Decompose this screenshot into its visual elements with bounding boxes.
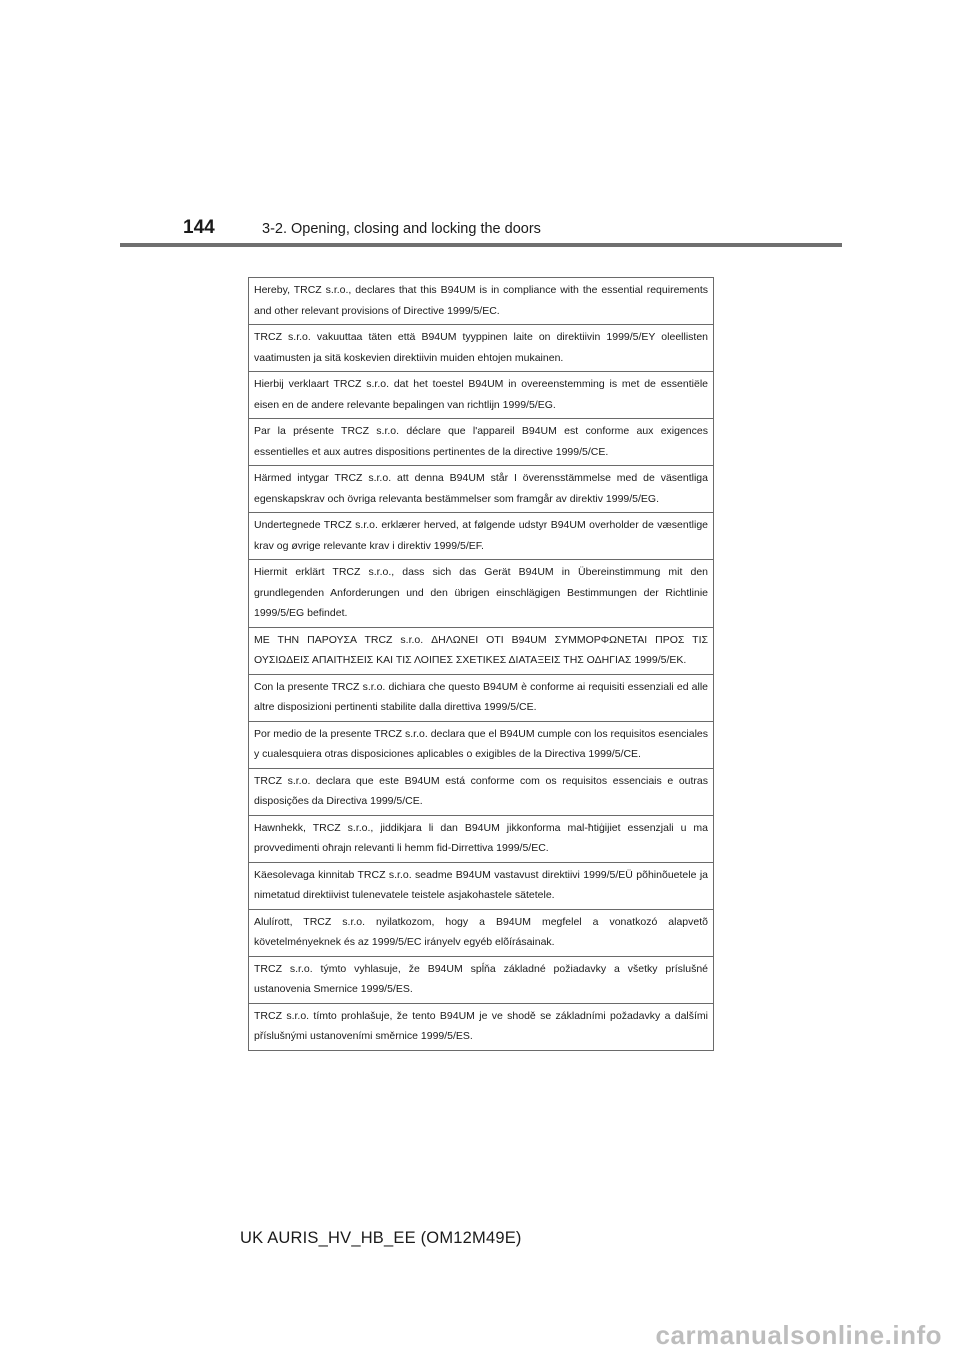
header-rule	[120, 243, 842, 247]
declaration-text-finnish: TRCZ s.r.o. vakuuttaa täten että B94UM tyyppinen laite on direktiivin 1999/5/EY oleellisten vaatimusten ja sitä koskevien direktiivin muiden ehtojen mukainen.	[249, 325, 714, 372]
declaration-text-french: Par la présente TRCZ s.r.o. déclare que l'appareil B94UM est conforme aux exigences essentielles et aux autres dispositions pertinentes de la directive 1999/5/CE.	[249, 419, 714, 466]
table-row	[249, 956, 714, 1003]
table-row	[249, 325, 714, 372]
table-row	[249, 627, 714, 674]
footer-document-code: UK AURIS_HV_HB_EE (OM12M49E)	[240, 1229, 522, 1247]
declaration-text-portuguese: TRCZ s.r.o. declara que este B94UM está conforme com os requisitos essenciais e outras disposições da Directiva 1999/5/CE.	[249, 768, 714, 815]
table-row	[249, 721, 714, 768]
table-row	[249, 909, 714, 956]
table-row	[249, 513, 714, 560]
declaration-text-greek: ΜΕ ΤΗΝ ΠΑΡΟΥΣΑ TRCZ s.r.o. ΔΗΛΩΝΕΙ ΟΤΙ B94UM ΣΥΜΜΟΡΦΩΝΕΤΑΙ ΠΡΟΣ ΤΙΣ ΟΥΣΙΩΔΕΙΣ ΑΠΑΙΤΗΣΕΙΣ ΚΑΙ ΤΙΣ ΛΟΙΠΕΣ ΣΧΕΤΙΚΕΣ ΔΙΑΤΑΞΕΙΣ ΤΗΣ ΟΔΗΓΙΑΣ 1999/5/ΕΚ.	[249, 627, 714, 674]
declaration-text-spanish: Por medio de la presente TRCZ s.r.o. declara que el B94UM cumple con los requisitos esenciales y cualesquiera otras disposiciones aplicables o exigibles de la Directiva 1999/5/CE.	[249, 721, 714, 768]
declaration-text-estonian: Käesolevaga kinnitab TRCZ s.r.o. seadme B94UM vastavust direktiivi 1999/5/EÜ põhinõuetele ja nimetatud direktiivist tulenevatele teistele asjakohastele sätetele.	[249, 862, 714, 909]
declaration-text-hungarian: Alulírott, TRCZ s.r.o. nyilatkozom, hogy a B94UM megfelel a vonatkozó alapvetõ követelményeknek és az 1999/5/EC irányelv egyéb elõírásainak.	[249, 909, 714, 956]
table-row	[249, 419, 714, 466]
table-row	[249, 1003, 714, 1050]
declaration-table	[248, 277, 714, 1051]
declaration-text-czech: TRCZ s.r.o. tímto prohlašuje, že tento B94UM je ve shodě se základními požadavky a dalšími příslušnými ustanoveními směrnice 1999/5/ES.	[249, 1003, 714, 1050]
declaration-text-german: Hiermit erklärt TRCZ s.r.o., dass sich das Gerät B94UM in Übereinstimmung mit den grundlegenden Anforderungen und den übrigen einschlägigen Bestimmungen der Richtlinie 1999/5/EG befindet.	[249, 560, 714, 628]
table-row	[249, 862, 714, 909]
table-row	[249, 278, 714, 325]
table-row	[249, 768, 714, 815]
table-row	[249, 372, 714, 419]
page-number: 144	[183, 217, 215, 238]
table-row	[249, 560, 714, 628]
declaration-text-swedish: Härmed intygar TRCZ s.r.o. att denna B94UM står I överensstämmelse med de väsentliga egenskapskrav och övriga relevanta bestämmelser som framgår av direktiv 1999/5/EG.	[249, 466, 714, 513]
declaration-text-danish: Undertegnede TRCZ s.r.o. erklærer herved, at følgende udstyr B94UM overholder de væsentlige krav og øvrige relevante krav i direktiv 1999/5/EF.	[249, 513, 714, 560]
table-row	[249, 815, 714, 862]
declaration-text-dutch: Hierbij verklaart TRCZ s.r.o. dat het toestel B94UM in overeenstemming is met de essentiële eisen en de andere relevante bepalingen van richtlijn 1999/5/EG.	[249, 372, 714, 419]
table-row	[249, 674, 714, 721]
declaration-text-slovak: TRCZ s.r.o. týmto vyhlasuje, že B94UM spĺňa základné požiadavky a všetky príslušné ustanovenia Smernice 1999/5/ES.	[249, 956, 714, 1003]
declaration-text-english: Hereby, TRCZ s.r.o., declares that this B94UM is in compliance with the essential requirements and other relevant provisions of Directive 1999/5/EC.	[249, 278, 714, 325]
declaration-text-maltese: Hawnhekk, TRCZ s.r.o., jiddikjara li dan B94UM jikkonforma mal-ħtiġijiet essenzjali u ma provvedimenti oħrajn relevanti li hemm fid-Dirrettiva 1999/5/EC.	[249, 815, 714, 862]
section-title: 3-2. Opening, closing and locking the doors	[262, 221, 541, 237]
table-row	[249, 466, 714, 513]
declaration-text-italian: Con la presente TRCZ s.r.o. dichiara che questo B94UM è conforme ai requisiti essenziali ed alle altre disposizioni pertinenti stabilite dalla direttiva 1999/5/CE.	[249, 674, 714, 721]
watermark: carmanualsonline.info	[655, 1320, 942, 1350]
